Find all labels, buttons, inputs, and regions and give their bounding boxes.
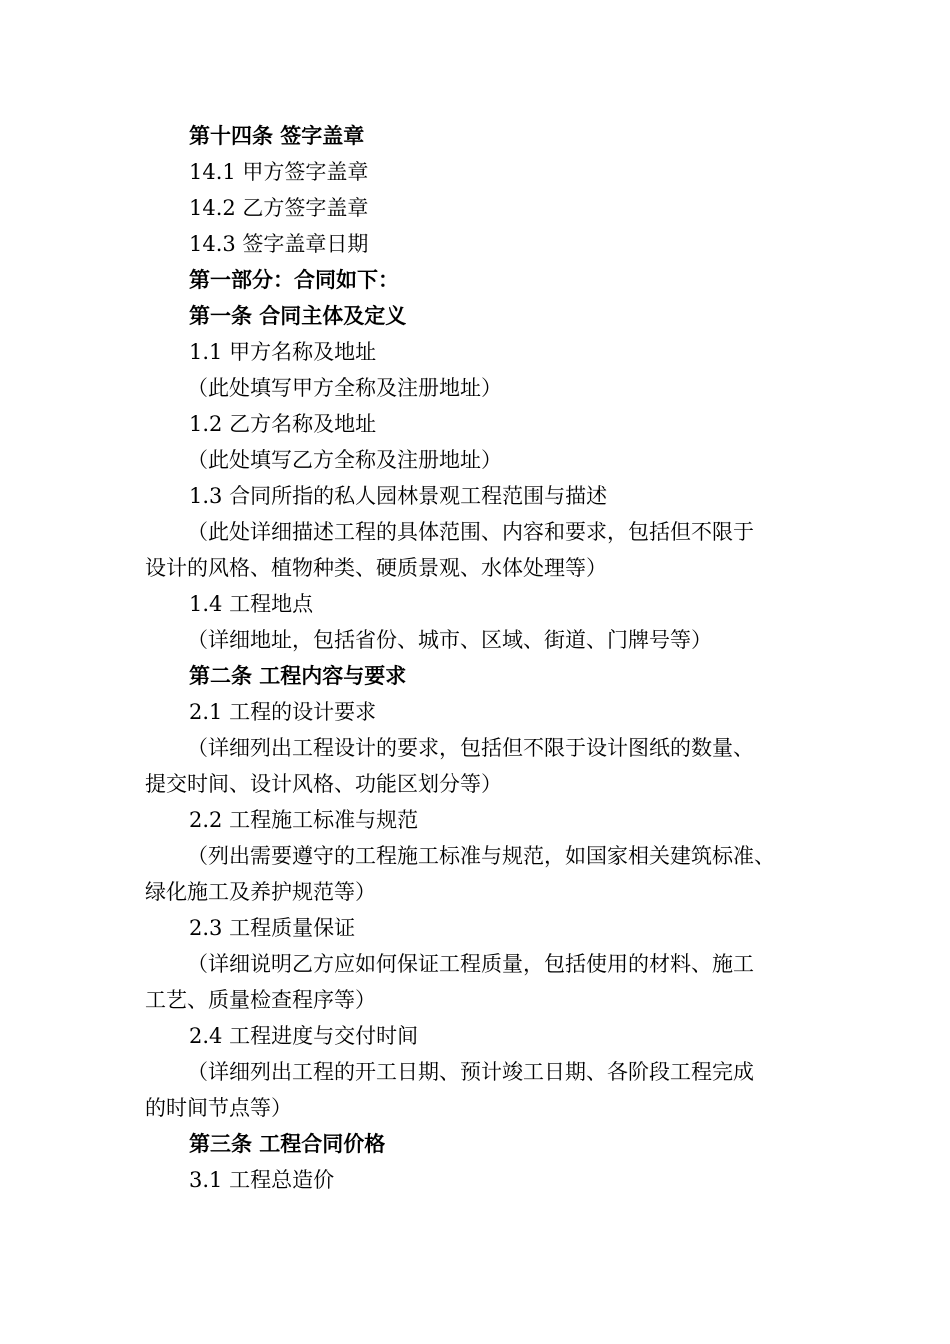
clause-1-3: 1.3 合同所指的私人园林景观工程范围与描述 (189, 484, 608, 508)
clause-2-4-note-cont: 的时间节点等） (145, 1096, 292, 1120)
clause-1-3-note: （此处详细描述工程的具体范围、内容和要求，包括但不限于 (187, 520, 754, 544)
clause-1-3-note-cont: 设计的风格、植物种类、硬质景观、水体处理等） (145, 556, 607, 580)
part-1-heading: 第一部分：合同如下： (189, 268, 399, 292)
clause-2-4: 2.4 工程进度与交付时间 (189, 1024, 419, 1048)
clause-1-1-note: （此处填写甲方全称及注册地址） (187, 376, 502, 400)
clause-3-1: 3.1 工程总造价 (189, 1168, 335, 1192)
document-body (145, 118, 835, 1198)
article-14-heading: 第十四条 签字盖章 (189, 124, 365, 148)
clause-1-1: 1.1 甲方名称及地址 (189, 340, 377, 364)
clause-2-2-note: （列出需要遵守的工程施工标准与规范，如国家相关建筑标准、 (187, 844, 775, 868)
clause-2-1-note: （详细列出工程设计的要求，包括但不限于设计图纸的数量、 (187, 736, 754, 760)
clause-2-3: 2.3 工程质量保证 (189, 916, 356, 940)
clause-1-2: 1.2 乙方名称及地址 (189, 412, 377, 436)
clause-14-3: 14.3 签字盖章日期 (189, 232, 369, 256)
article-2-heading: 第二条 工程内容与要求 (189, 664, 407, 688)
clause-1-2-note: （此处填写乙方全称及注册地址） (187, 448, 502, 472)
clause-2-3-note: （详细说明乙方应如何保证工程质量，包括使用的材料、施工 (187, 952, 754, 976)
clause-2-4-note: （详细列出工程的开工日期、预计竣工日期、各阶段工程完成 (187, 1060, 754, 1084)
clause-2-3-note-cont: 工艺、质量检查程序等） (145, 988, 376, 1012)
clause-14-1: 14.1 甲方签字盖章 (189, 160, 369, 184)
article-3-heading: 第三条 工程合同价格 (189, 1132, 386, 1156)
clause-2-1: 2.1 工程的设计要求 (189, 700, 377, 724)
clause-2-2-note-cont: 绿化施工及养护规范等） (145, 880, 376, 904)
clause-2-1-note-cont: 提交时间、设计风格、功能区划分等） (145, 772, 502, 796)
clause-1-4-note: （详细地址，包括省份、城市、区域、街道、门牌号等） (187, 628, 712, 652)
article-1-heading: 第一条 合同主体及定义 (189, 304, 407, 328)
clause-2-2: 2.2 工程施工标准与规范 (189, 808, 419, 832)
clause-14-2: 14.2 乙方签字盖章 (189, 196, 369, 220)
clause-1-4: 1.4 工程地点 (189, 592, 314, 616)
